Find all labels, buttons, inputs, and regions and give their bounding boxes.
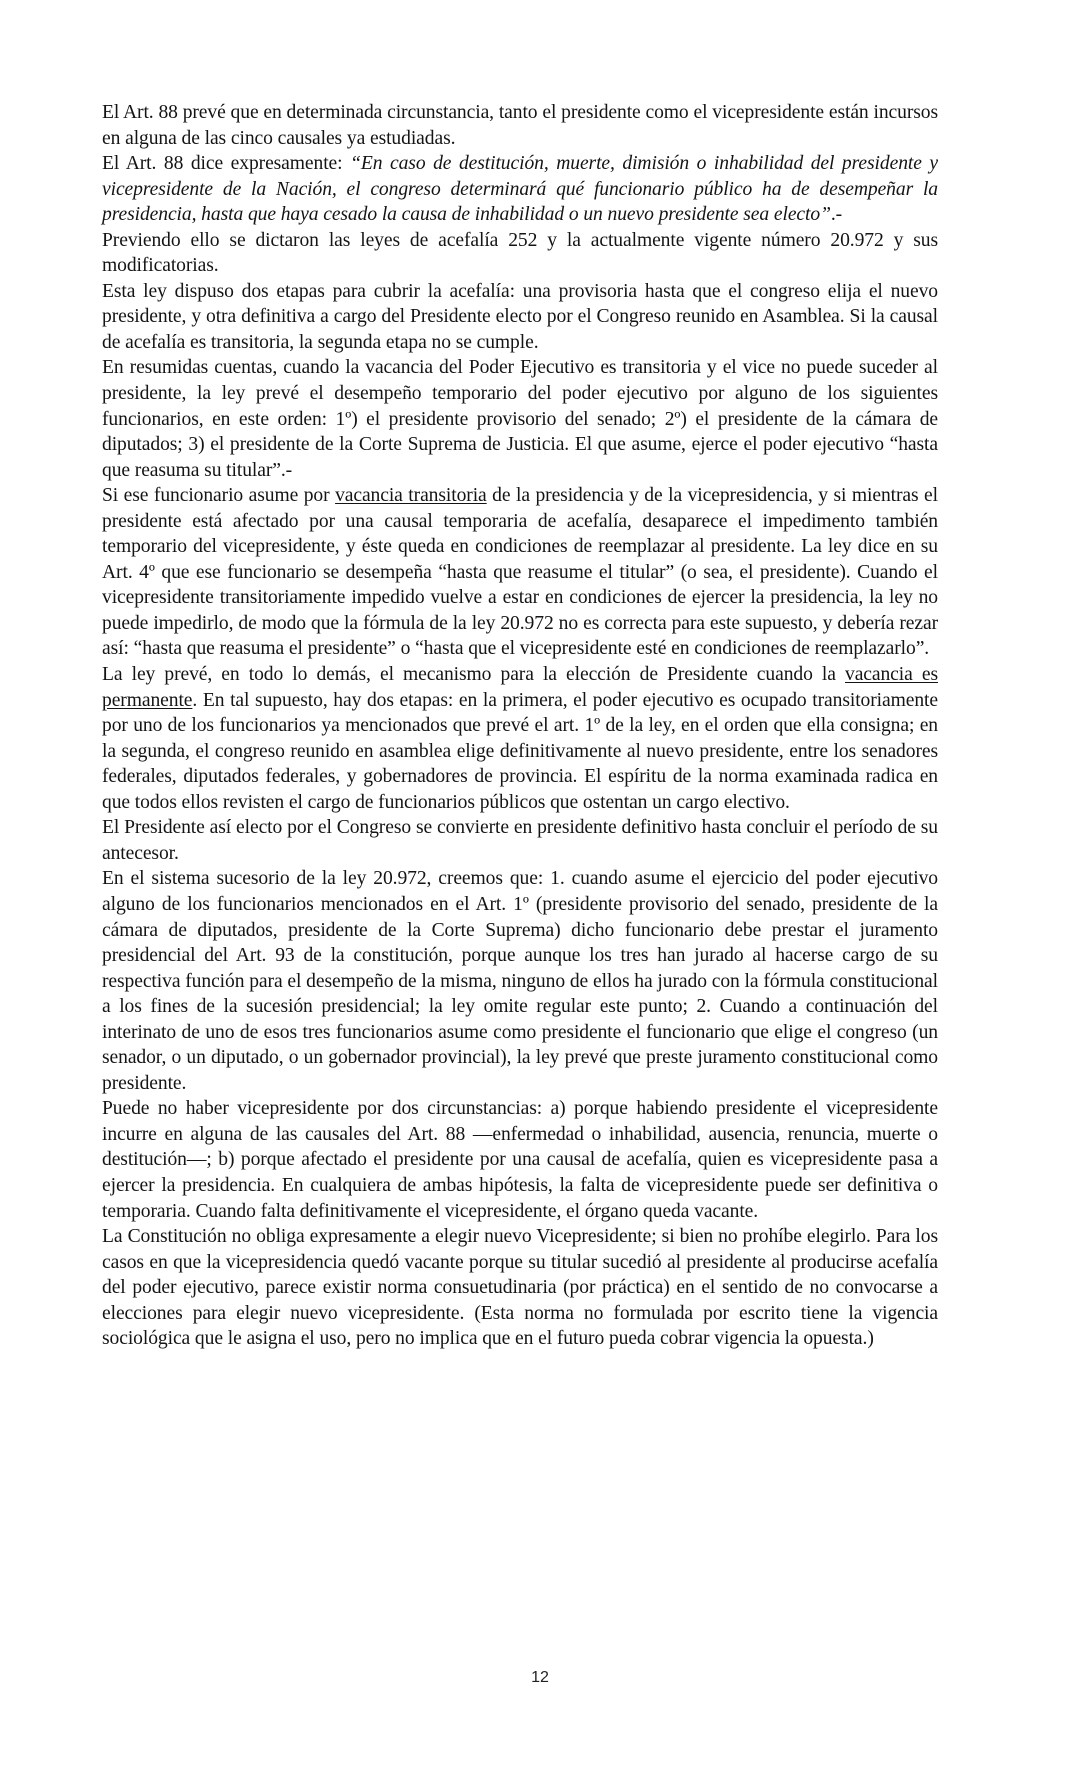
paragraph-4	[102, 279, 938, 356]
paragraph-5	[102, 355, 938, 483]
paragraph-3	[102, 228, 938, 279]
paragraph-9-text: En el sistema sucesorio de la ley 20.972, creemos que: 1. cuando asume el ejercicio del poder ejecutivo alguno de los funcionarios mencionados en el Art. 1º (presidente provisorio del senado, presidente de la cámara de diputados, presidente de la Corte Suprema) dicho funcionario debe prestar el juramento presidencial del Art. 93 de la constitución, porque aunque los tres han jurado al hacerse cargo de su respectiva función para el desempeño de la misma, ninguno de ellos ha jurado con la fórmula constitucional a los fines de la sucesión presidencial; la ley omite regular este punto; 2. Cuando a continuación del interinato de uno de esos tres funcionarios asume como presidente el funcionario que elige el congreso (un senador, o un diputado, o un gobernador provincial), la ley prevé que preste juramento constitucional como presidente.	[102, 868, 938, 1094]
underlined-term-vacancia-permanente: vacancia es permanente	[102, 664, 938, 711]
paragraph-10-text: Puede no haber vicepresidente por dos circunstancias: a) porque habiendo presidente el vicepresidente incurre en alguna de las causales del Art. 88 —enfermedad o inhabilidad, ausencia, renuncia, muerte o destitución—; b) porque afectado el presidente por una causal de acefalía, quien es vicepresidente pasa a ejercer la presidencia. En cualquiera de ambas hipótesis, la falta de vicepresidente puede ser definitiva o temporaria. Cuando falta definitivamente el vicepresidente, el órgano queda vacante.	[102, 1098, 938, 1222]
paragraph-6-lead: Si ese funcionario asume por	[102, 485, 336, 507]
paragraph-7-tail: . En tal supuesto, hay dos etapas: en la primera, el poder ejecutivo es ocupado transitoriamente por uno de los funcionarios ya mencionados que prevé el art. 1º de la ley, en el orden que ella consigna; en la segunda, el congreso reunido en asamblea elige definitivamente al nuevo presidente, entre los senadores federales, diputados federales, y gobernadores de provincia. El espíritu de la norma examinada radica en que todos ellos revisten el cargo de funcionarios públicos que ostentan un cargo electivo.	[102, 689, 938, 813]
underlined-term-vacancia-transitoria: vacancia transitoria	[335, 485, 487, 507]
paragraph-6-tail: de la presidencia y de la vicepresidencia, y si mientras el presidente está afectado por una causal temporaria de acefalía, desaparece el impedimento también temporario del vicepresidente, y éste queda en condiciones de reemplazar al presidente. La ley dice en su Art. 4º que ese funcionario se desempeña “hasta que reasume el titular” (o sea, el presidente). Cuando el vicepresidente transitoriamente impedido vuelve a estar en condiciones de ejercer la presidencia, la ley no puede impedirlo, de modo que la fórmula de la ley 20.972 no es correcta para este supuesto, y debería rezar así: “hasta que reasuma el presidente” o “hasta que el vicepresidente esté en condiciones de reemplazarlo”.	[102, 485, 938, 660]
paragraph-2-lead: El Art. 88 dice expresamente:	[102, 153, 351, 175]
paragraph-3-text: Previendo ello se dictaron las leyes de acefalía 252 y la actualmente vigente número 20.972 y sus modificatorias.	[102, 229, 938, 277]
paragraph-1	[102, 100, 938, 151]
paragraph-2-tail: .-	[830, 204, 843, 226]
paragraph-8	[102, 815, 938, 866]
paragraph-11	[102, 1224, 938, 1352]
page-number: 12	[531, 1669, 549, 1686]
body-text	[102, 100, 938, 1352]
paragraph-7-lead: La ley prevé, en todo lo demás, el mecanismo para la elección de Presidente cuando la	[102, 664, 845, 686]
paragraph-11-text: La Constitución no obliga expresamente a elegir nuevo Vicepresidente; si bien no prohíbe elegirlo. Para los casos en que la vicepresidencia quedó vacante porque su titular sucedió al presidente al producirse acefalía del poder ejecutivo, parece existir norma consuetudinaria (por práctica) en el sentido de no convocarse a elecciones para elegir nuevo vicepresidente. (Esta norma no formulada por escrito tiene la vigencia sociológica que le asigna el uso, pero no implica que en el futuro pueda cobrar vigencia la opuesta.)	[102, 1226, 938, 1350]
paragraph-1-text: El Art. 88 prevé que en determinada circunstancia, tanto el presidente como el vicepresidente están incursos en alguna de las cinco causales ya estudiadas.	[102, 102, 938, 149]
paragraph-9	[102, 866, 938, 1096]
article-88-quote: “En caso de destitución, muerte, dimisión o inhabilidad del presidente y vicepresidente de la Nación, el congreso determinará qué funcionario público ha de desempeñar la presidencia, hasta que haya cesado la causa de inhabilidad o un nuevo presidente sea electo”	[102, 153, 938, 226]
paragraph-2	[102, 151, 938, 228]
paragraph-7	[102, 662, 938, 815]
paragraph-5-text: En resumidas cuentas, cuando la vacancia del Poder Ejecutivo es transitoria y el vice no puede suceder al presidente, la ley prevé el desempeño temporario del poder ejecutivo por alguno de los siguientes funcionarios, en este orden: 1º) el presidente provisorio del senado; 2º) el presidente de la cámara de diputados; 3) el presidente de la Corte Suprema de Justicia. El que asume, ejerce el poder ejecutivo “hasta que reasuma su titular”.-	[102, 357, 938, 481]
paragraph-8-text: El Presidente así electo por el Congreso se convierte en presidente definitivo hasta concluir el período de su antecesor.	[102, 817, 938, 864]
paragraph-10	[102, 1096, 938, 1224]
paragraph-4-text: Esta ley dispuso dos etapas para cubrir la acefalía: una provisoria hasta que el congreso elija el nuevo presidente, y otra definitiva a cargo del Presidente electo por el Congreso reunido en Asamblea. Si la causal de acefalía es transitoria, la segunda etapa no se cumple.	[102, 280, 938, 353]
paragraph-6	[102, 483, 938, 662]
